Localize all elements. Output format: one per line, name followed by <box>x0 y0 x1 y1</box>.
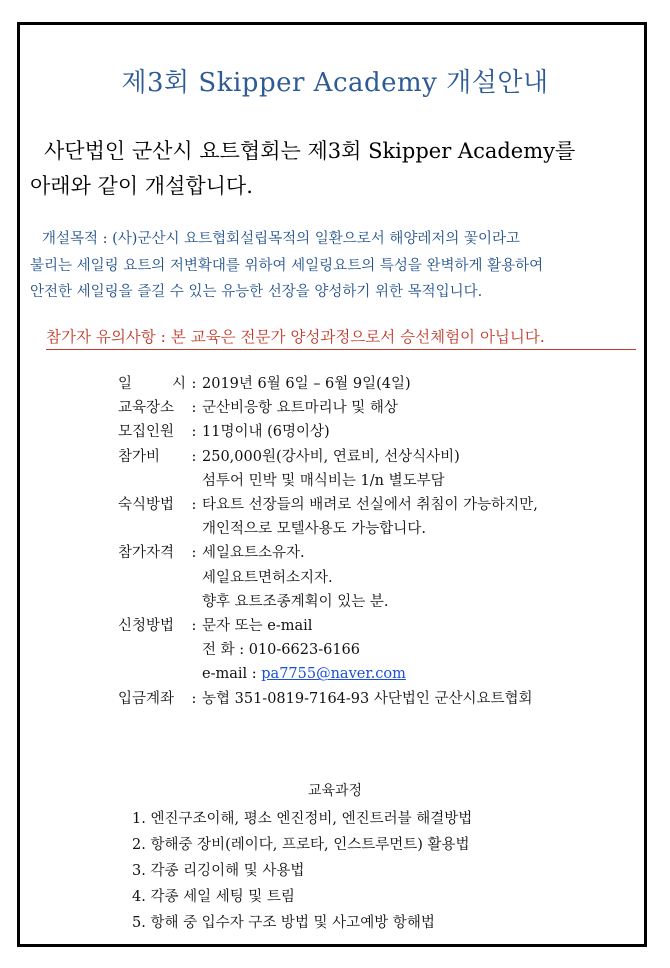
detail-colon: : <box>191 545 197 562</box>
detail-label: 숙식방법 <box>118 497 175 514</box>
detail-label: 참가자격 <box>118 545 175 562</box>
detail-label: 참가비 <box>118 448 161 465</box>
detail-qualification-extra-1: 세일요트면허소지자. <box>202 569 333 586</box>
detail-value: 11명이내 (6명이상) <box>202 424 330 441</box>
detail-qualification-extra-2: 향후 요트조종계획이 있는 분. <box>202 593 389 610</box>
detail-apply-phone: 전 화 : 010-6623-6166 <box>202 642 361 659</box>
detail-date <box>118 372 538 396</box>
intro-line-2: 아래와 같이 개설합니다. <box>30 174 253 198</box>
detail-value: 2019년 6월 6일 – 6월 9일(4일) <box>202 376 411 392</box>
detail-label: 신청방법 <box>118 618 175 635</box>
detail-value: 타요트 선장들의 배려로 선실에서 취침이 가능하지만, <box>202 497 538 514</box>
email-link[interactable]: pa7755@naver.com <box>261 666 406 683</box>
detail-colon: : <box>191 690 197 707</box>
intro-line-1: 사단법인 군산시 요트협회는 제3회 Skipper Academy를 <box>44 139 576 163</box>
detail-colon: : <box>191 376 197 392</box>
detail-apply <box>118 614 538 638</box>
detail-value: 세일요트소유자. <box>202 545 305 562</box>
course-item: 3. 각종 리깅이해 및 사용법 <box>132 863 305 879</box>
detail-colon: : <box>191 497 197 514</box>
detail-fee <box>118 445 538 469</box>
detail-apply-email <box>118 662 538 686</box>
detail-label: 교육장소 <box>118 400 175 417</box>
page-title: 제3회 Skipper Academy 개설안내 <box>121 68 549 98</box>
course-list <box>132 806 472 936</box>
course-item: 2. 항해중 장비(레이다, 프로타, 인스트루먼트) 활용법 <box>132 837 470 853</box>
detail-colon: : <box>191 400 197 417</box>
detail-fee-extra: 섬투어 민박 및 매식비는 1/n 별도부담 <box>202 472 445 489</box>
course-title: 교육과정 <box>307 783 363 799</box>
detail-value: 군산비응항 요트마리나 및 해상 <box>202 400 398 417</box>
details-section <box>118 372 538 711</box>
course-item: 4. 각종 세일 세팅 및 트림 <box>132 889 295 905</box>
detail-colon: : <box>191 618 197 635</box>
detail-account <box>118 687 538 711</box>
detail-capacity <box>118 420 538 444</box>
course-item: 5. 항해 중 입수자 구조 방법 및 사고예방 항해법 <box>132 915 435 931</box>
detail-value: 250,000원(강사비, 연료비, 선상식사비) <box>202 448 460 465</box>
intro-paragraph <box>30 134 575 204</box>
detail-lodging-extra: 개인적으로 모텔사용도 가능합니다. <box>202 521 426 538</box>
detail-qualification <box>118 541 538 565</box>
email-prefix: e-mail : <box>202 666 262 683</box>
purpose-line-1: 개설목적 : (사)군산시 요트협회설립목적의 일환으로서 해양레저의 꽃이라고 <box>42 231 521 247</box>
detail-label: 모집인원 <box>118 424 175 441</box>
purpose-line-3: 안전한 세일링을 즐길 수 있는 유능한 선장을 양성하기 위한 목적입니다. <box>30 284 483 300</box>
detail-value: 농협 351-0819-7164-93 사단법인 군산시요트협회 <box>202 690 533 707</box>
participant-notice: 참가자 유의사항 : 본 교육은 전문가 양성과정으로서 승선체험이 아닙니다. <box>46 325 636 350</box>
detail-label: 일 시 <box>118 376 186 392</box>
detail-lodging <box>118 493 538 517</box>
purpose-paragraph <box>30 226 543 306</box>
detail-place <box>118 396 538 420</box>
detail-value: 문자 또는 e-mail <box>202 618 313 635</box>
purpose-line-2: 불리는 세일링 요트의 저변확대를 위하여 세일링요트의 특성을 완벽하게 활용하여 <box>30 257 544 274</box>
detail-label: 입금계좌 <box>118 690 175 707</box>
detail-colon: : <box>191 448 197 465</box>
detail-colon: : <box>191 424 197 441</box>
course-item: 1. 엔진구조이해, 평소 엔진정비, 엔진트러블 해결방법 <box>132 811 473 827</box>
